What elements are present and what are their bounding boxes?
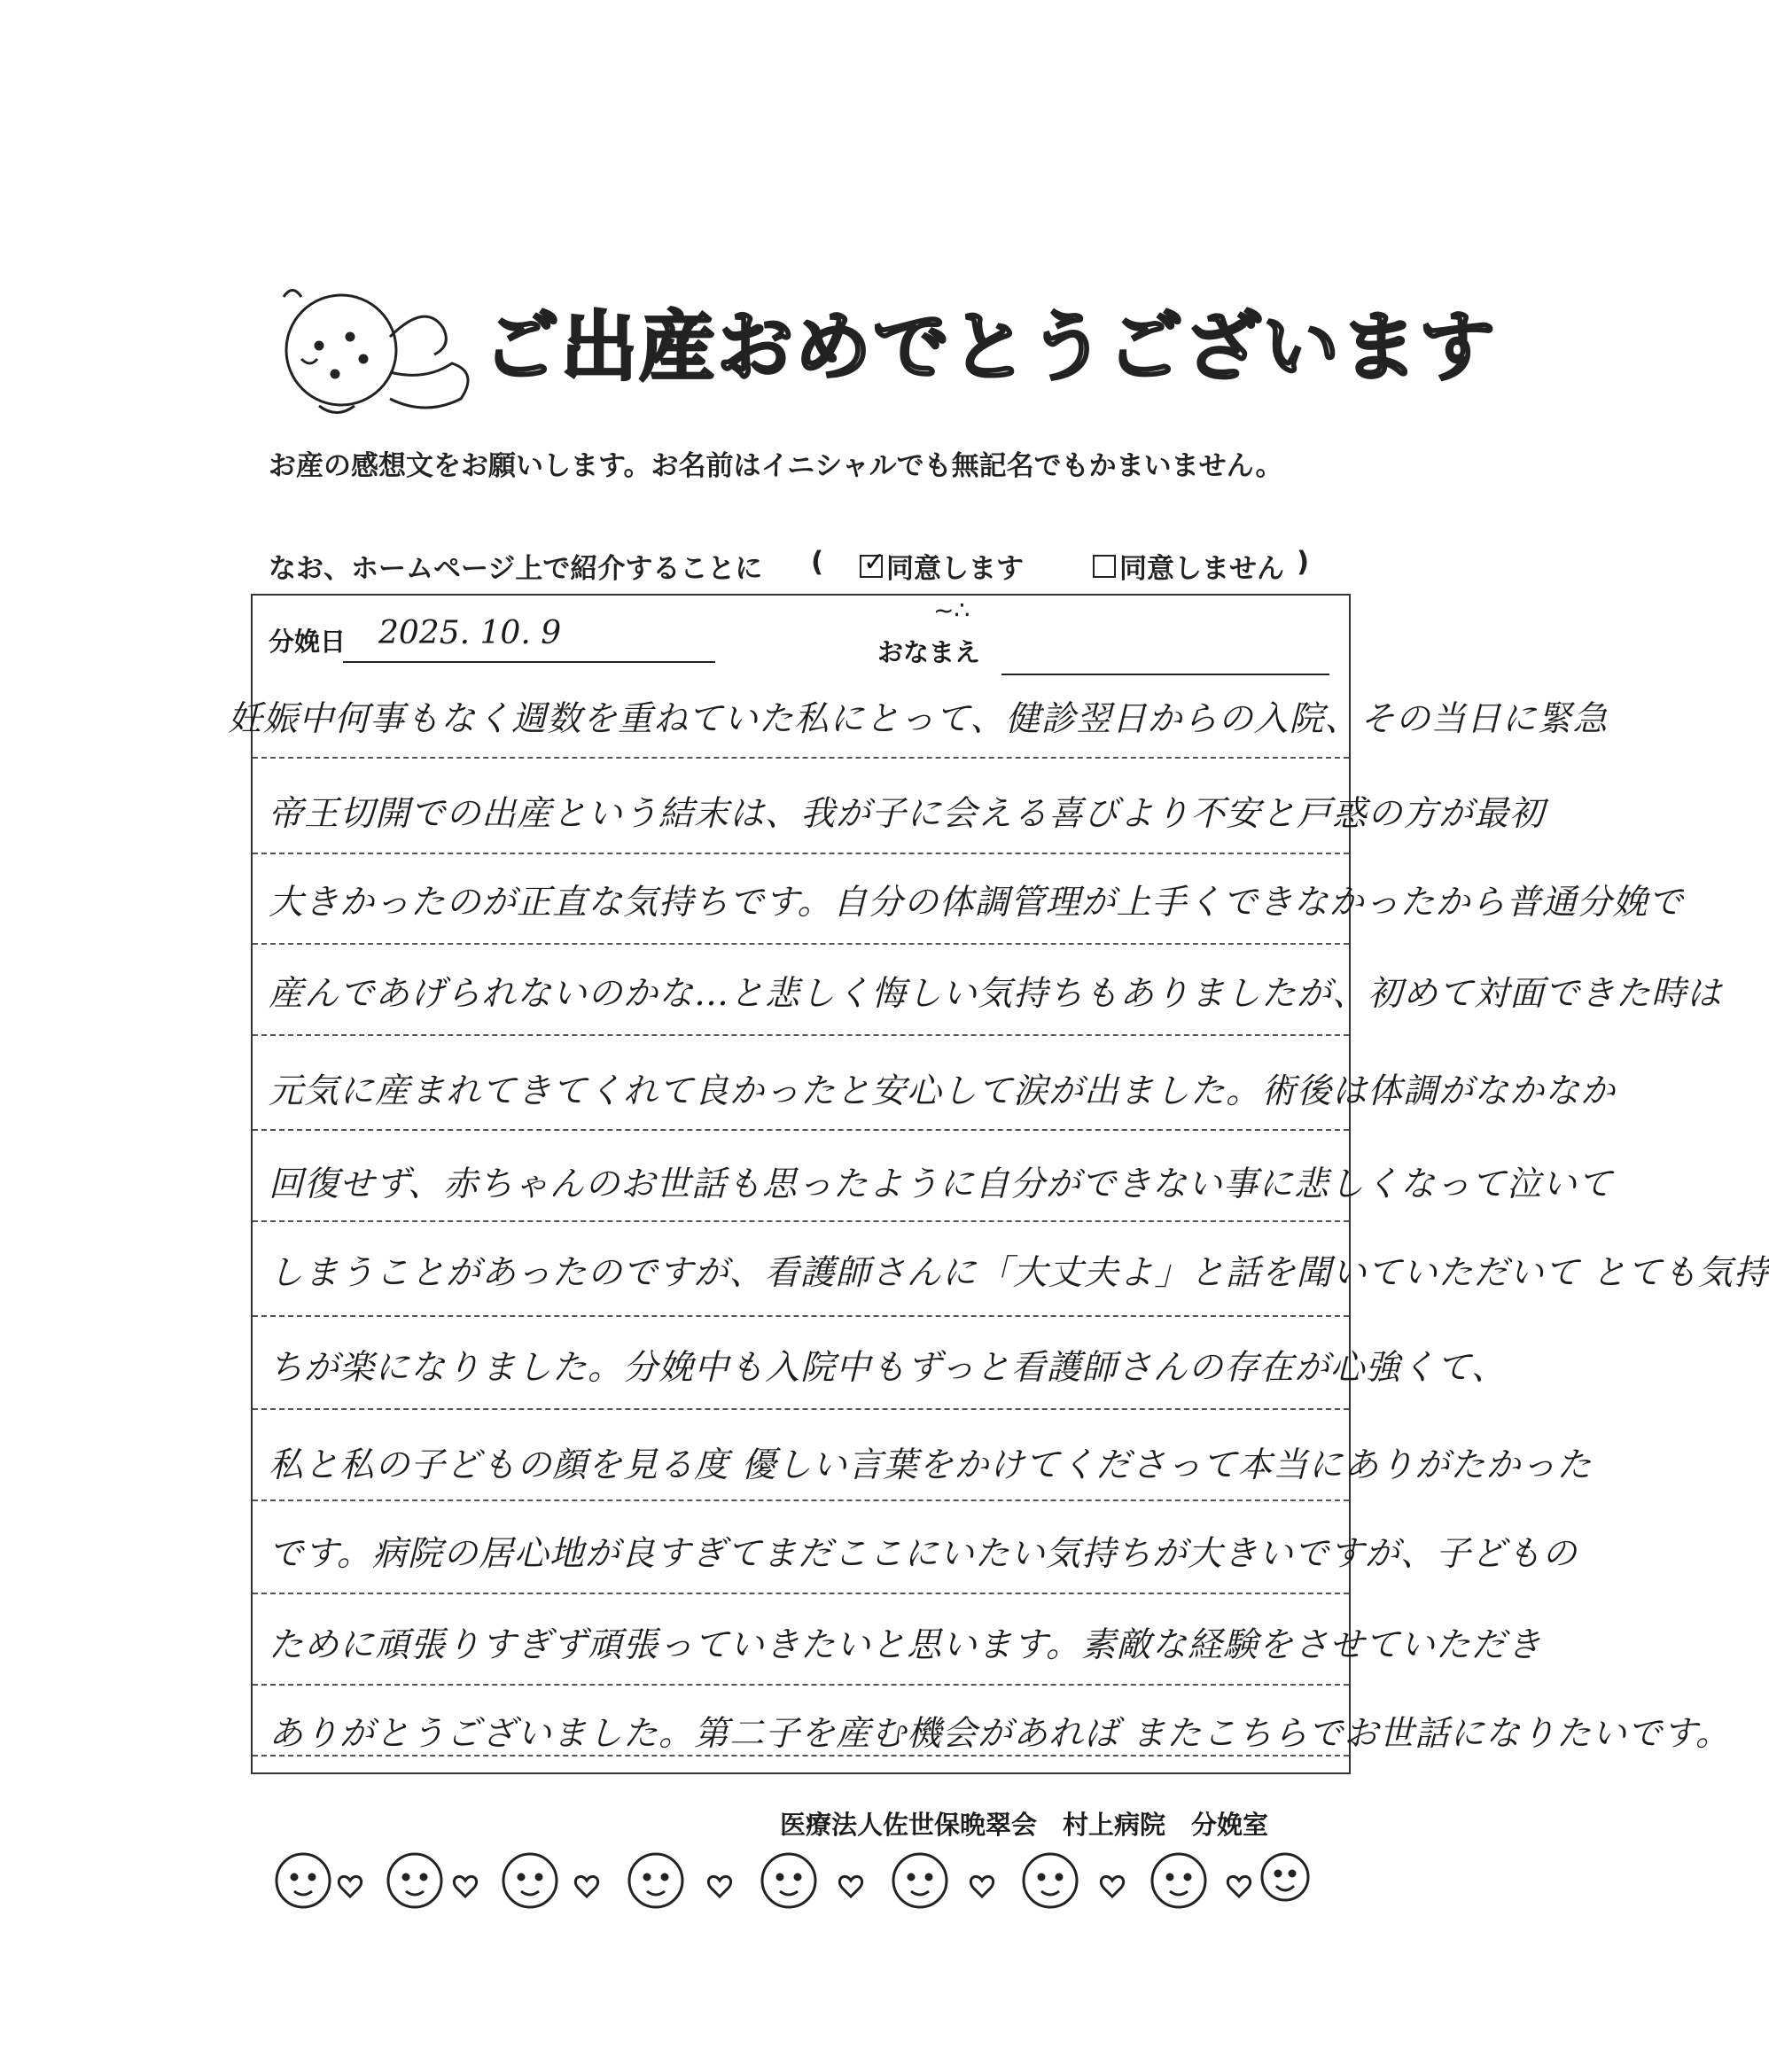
heart-icon: [708, 1876, 730, 1897]
agree-checkbox[interactable]: [860, 546, 886, 578]
handwritten-line: 帝王切開での出産という結末は、我が子に会える喜びより不安と戸惑の方が最初: [269, 794, 1546, 834]
handwritten-line: しまうことがあったのですが、看護師さんに「大丈夫よ」と話を聞いていただいて とても気持: [269, 1253, 1769, 1293]
consent-row: [269, 546, 1332, 585]
ruled-line: [253, 1408, 1349, 1410]
heart-icon: [1227, 1876, 1250, 1897]
consent-question: なお、ホームページ上で紹介することに: [269, 553, 763, 585]
baby-mascot-icon: [266, 275, 496, 425]
baby-face-icon: [1024, 1854, 1077, 1907]
heart-icon: [454, 1876, 476, 1897]
handwritten-line: 産んであげられないのかな…と悲しく悔しい気持ちもありましたが、初めて対面できた時は: [269, 974, 1723, 1014]
heart-icon: [339, 1876, 361, 1897]
disagree-checkbox[interactable]: [1093, 555, 1116, 578]
consent-paren-open: (: [811, 546, 824, 578]
ruled-line: [253, 1220, 1349, 1222]
date-underline: [343, 661, 715, 663]
consent-paren-close: ): [1297, 546, 1310, 578]
baby-face-icon: [893, 1854, 947, 1907]
ruled-line: [253, 1034, 1349, 1036]
handwritten-line: 回復せず、赤ちゃんのお世話も思ったように自分ができない事に悲しくなって泣いて: [269, 1165, 1613, 1204]
handwritten-line: 私と私の子どもの顔を見る度 優しい言葉をかけてくださって本当にありがたかった: [269, 1445, 1593, 1485]
baby-faces-decoration: [266, 1826, 1312, 1932]
heart-icon: [1101, 1876, 1123, 1897]
ruled-line: [253, 853, 1349, 854]
baby-face-icon: [503, 1854, 557, 1907]
handwritten-line: 大きかったのが正直な気持ちです。自分の体調管理が上手くできなかったから普通分娩で: [269, 883, 1684, 923]
baby-face-icon: [629, 1854, 682, 1907]
baby-face-icon: [1152, 1854, 1205, 1907]
delivery-date-value[interactable]: 2025. 10. 9: [378, 615, 562, 651]
hospital-name: 医療法人佐世保晩翠会 村上病院 分娩室: [780, 1810, 1269, 1840]
delivery-date-label: 分娩日: [269, 627, 347, 657]
ruled-line: [253, 1129, 1349, 1131]
handwritten-line: ちが楽になりました。分娩中も入院中もずっと看護師さんの存在が心強くて、: [269, 1348, 1507, 1388]
baby-face-icon: [1262, 1854, 1308, 1900]
handwritten-line: ために頑張りすぎず頑張っていきたいと思います。素敵な経験をさせていただき: [269, 1625, 1542, 1665]
name-scribble: ~∴: [933, 596, 970, 625]
feedback-form: [228, 594, 1769, 1774]
handwritten-line: 元気に産まれてきてくれて良かったと安心して涙が出ました。術後は体調がなかなか: [269, 1071, 1617, 1111]
handwritten-line: です。病院の居心地が良すぎてまだここにいたい気持ちが大きいですが、子どもの: [269, 1534, 1578, 1574]
heart-icon: [839, 1876, 861, 1897]
baby-face-icon: [388, 1854, 441, 1907]
title-block: [266, 275, 1497, 425]
ruled-line: [253, 1755, 1349, 1757]
ruled-line: [253, 1499, 1349, 1501]
ruled-line: [253, 1593, 1349, 1594]
page-title: ご出産おめでとうございます: [483, 303, 1497, 392]
ruled-line: [253, 1315, 1349, 1317]
handwritten-line: 妊娠中何事もなく週数を重ねていた私にとって、健診翌日からの入院、その当日に緊急: [228, 699, 1609, 739]
instructions-text: お産の感想文をお願いします。お名前はイニシャルでも無記名でもかまいません。: [269, 450, 1283, 482]
heart-icon: [575, 1876, 597, 1897]
ruled-line: [253, 1684, 1349, 1686]
disagree-label: 同意しません: [1119, 553, 1284, 585]
baby-face-icon: [277, 1854, 330, 1907]
heart-icon: [970, 1876, 993, 1897]
agree-label: 同意します: [886, 553, 1024, 585]
baby-face-icon: [762, 1854, 815, 1907]
check-mark-icon: ✓: [863, 546, 886, 578]
ruled-line: [253, 757, 1349, 759]
consent-agree-option[interactable]: [860, 546, 1024, 586]
consent-disagree-option[interactable]: [1093, 546, 1284, 586]
name-label: おなまえ: [877, 637, 981, 667]
name-field[interactable]: [1001, 674, 1329, 675]
ruled-line: [253, 943, 1349, 945]
handwritten-line: ありがとうございました。第二子を産む機会があれば またこちらでお世話になりたいです。: [269, 1714, 1731, 1754]
